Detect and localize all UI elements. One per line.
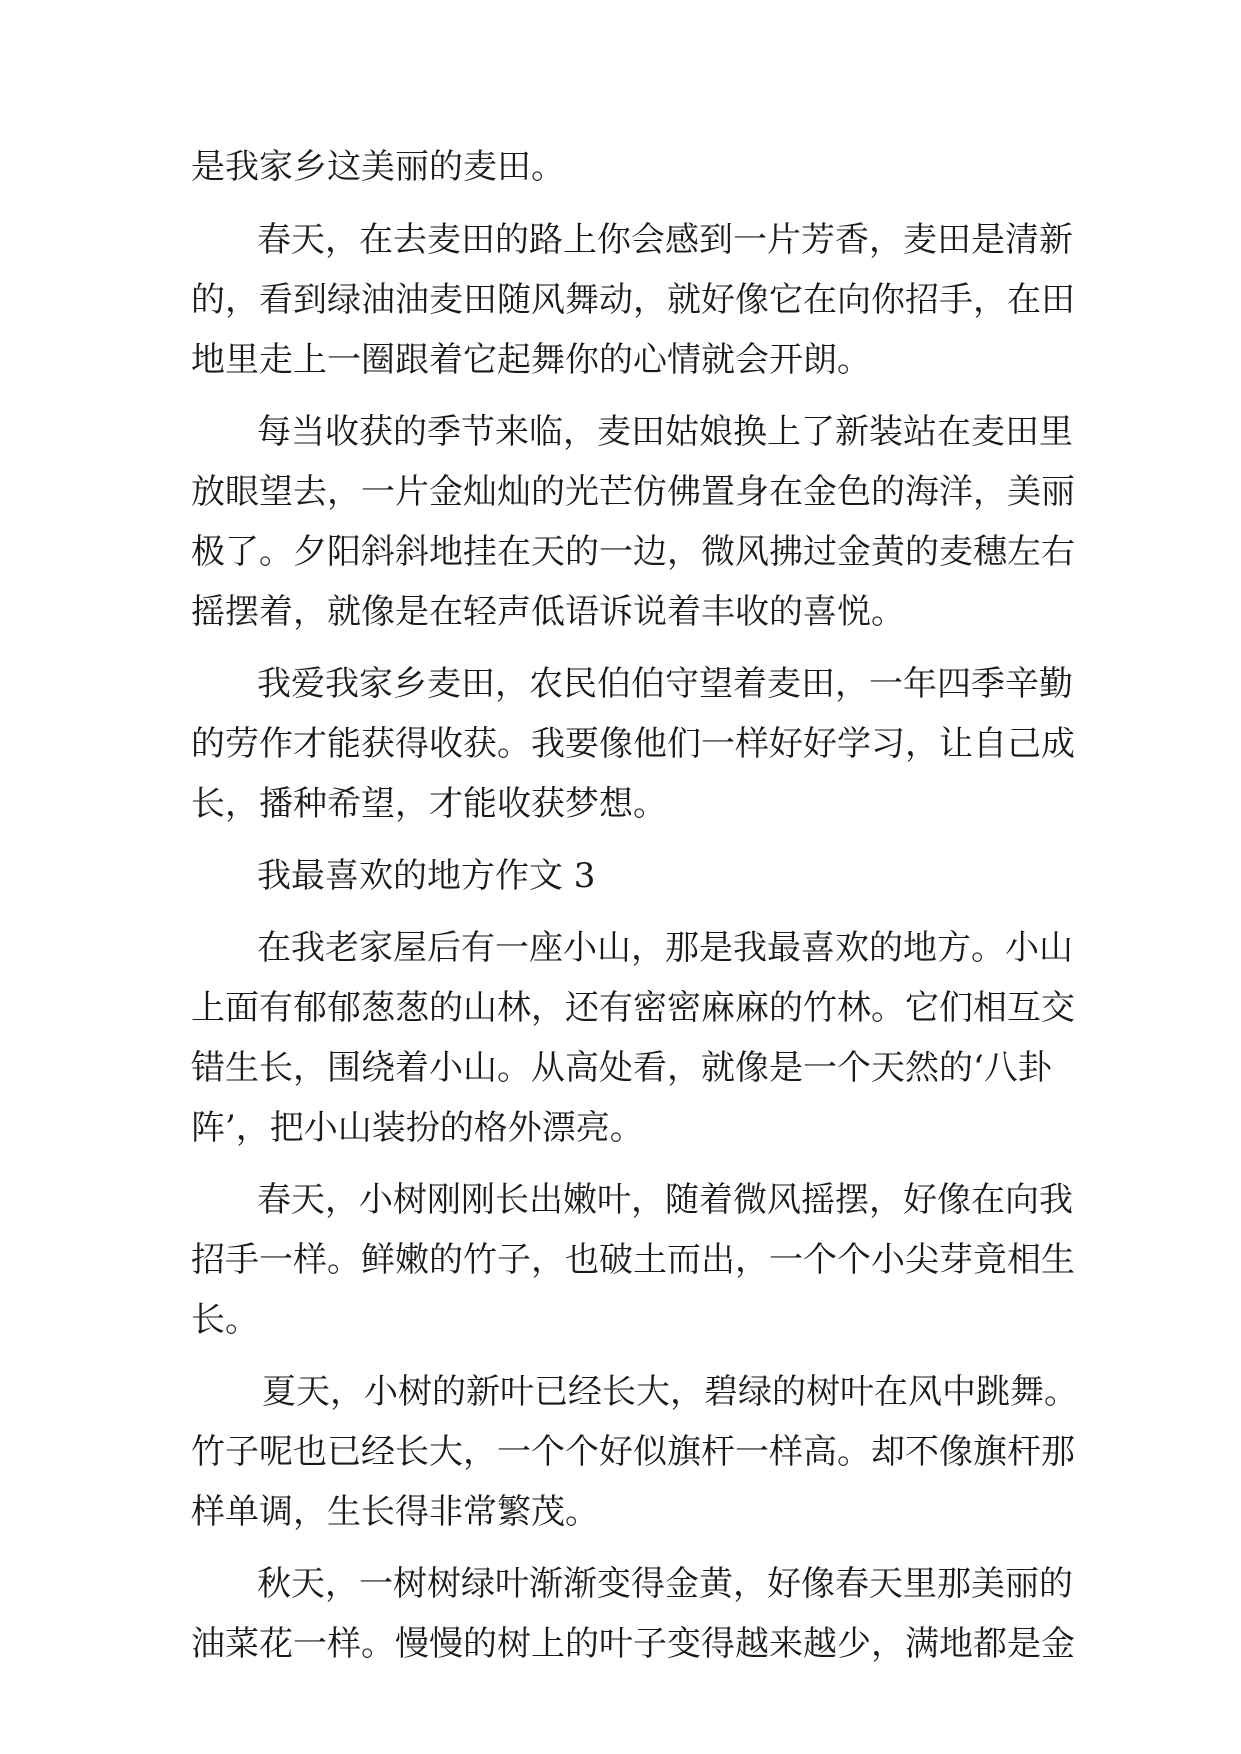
text-line: 长，播种希望，才能收获梦想。 [191,784,667,824]
text-line: 我爱我家乡麦田，农民伯伯守望着麦田，一年四季辛勤 [257,664,1073,704]
text-line: 秋天，一树树绿叶渐渐变得金黄，好像春天里那美丽的 [257,1564,1073,1604]
text-line: 夏天，小树的新叶已经长大，碧绿的树叶在风中跳舞。 [262,1372,1078,1412]
text-line: 样单调，生长得非常繁茂。 [191,1492,599,1532]
text-line: 在我老家屋后有一座小山，那是我最喜欢的地方。小山 [257,928,1073,968]
text-line: 招手一样。鲜嫩的竹子，也破土而出，一个个小尖芽竟相生 [191,1240,1075,1280]
text-line: 放眼望去，一片金灿灿的光芒仿佛置身在金色的海洋，美丽 [191,472,1075,512]
text-line: 的劳作才能获得收获。我要像他们一样好好学习，让自己成 [191,724,1075,764]
text-line: 上面有郁郁葱葱的山林，还有密密麻麻的竹林。它们相互交 [191,988,1075,1028]
text-line: 竹子呢也已经长大，一个个好似旗杆一样高。却不像旗杆那 [191,1432,1075,1472]
section-heading: 我最喜欢的地方作文 3 [257,856,596,896]
text-line: 春天，在去麦田的路上你会感到一片芳香，麦田是清新 [257,220,1073,260]
text-line: 错生长，围绕着小山。从高处看，就像是一个天然的‘八卦 [191,1048,1052,1088]
text-line: 每当收获的季节来临，麦田姑娘换上了新装站在麦田里 [257,412,1073,452]
text-line: 的，看到绿油油麦田随风舞动，就好像它在向你招手，在田 [191,280,1075,320]
text-line: 地里走上一圈跟着它起舞你的心情就会开朗。 [191,340,871,380]
text-line: 极了。夕阳斜斜地挂在天的一边，微风拂过金黄的麦穗左右 [191,532,1075,572]
text-line: 油菜花一样。慢慢的树上的叶子变得越来越少，满地都是金 [191,1624,1075,1664]
text-line: 长。 [191,1300,259,1340]
text-line: 春天，小树刚刚长出嫩叶，随着微风摇摆，好像在向我 [257,1180,1073,1220]
text-line: 摇摆着，就像是在轻声低语诉说着丰收的喜悦。 [191,592,905,632]
text-line: 是我家乡这美丽的麦田。 [191,147,565,187]
text-line: 阵’，把小山装扮的格外漂亮。 [191,1108,644,1148]
